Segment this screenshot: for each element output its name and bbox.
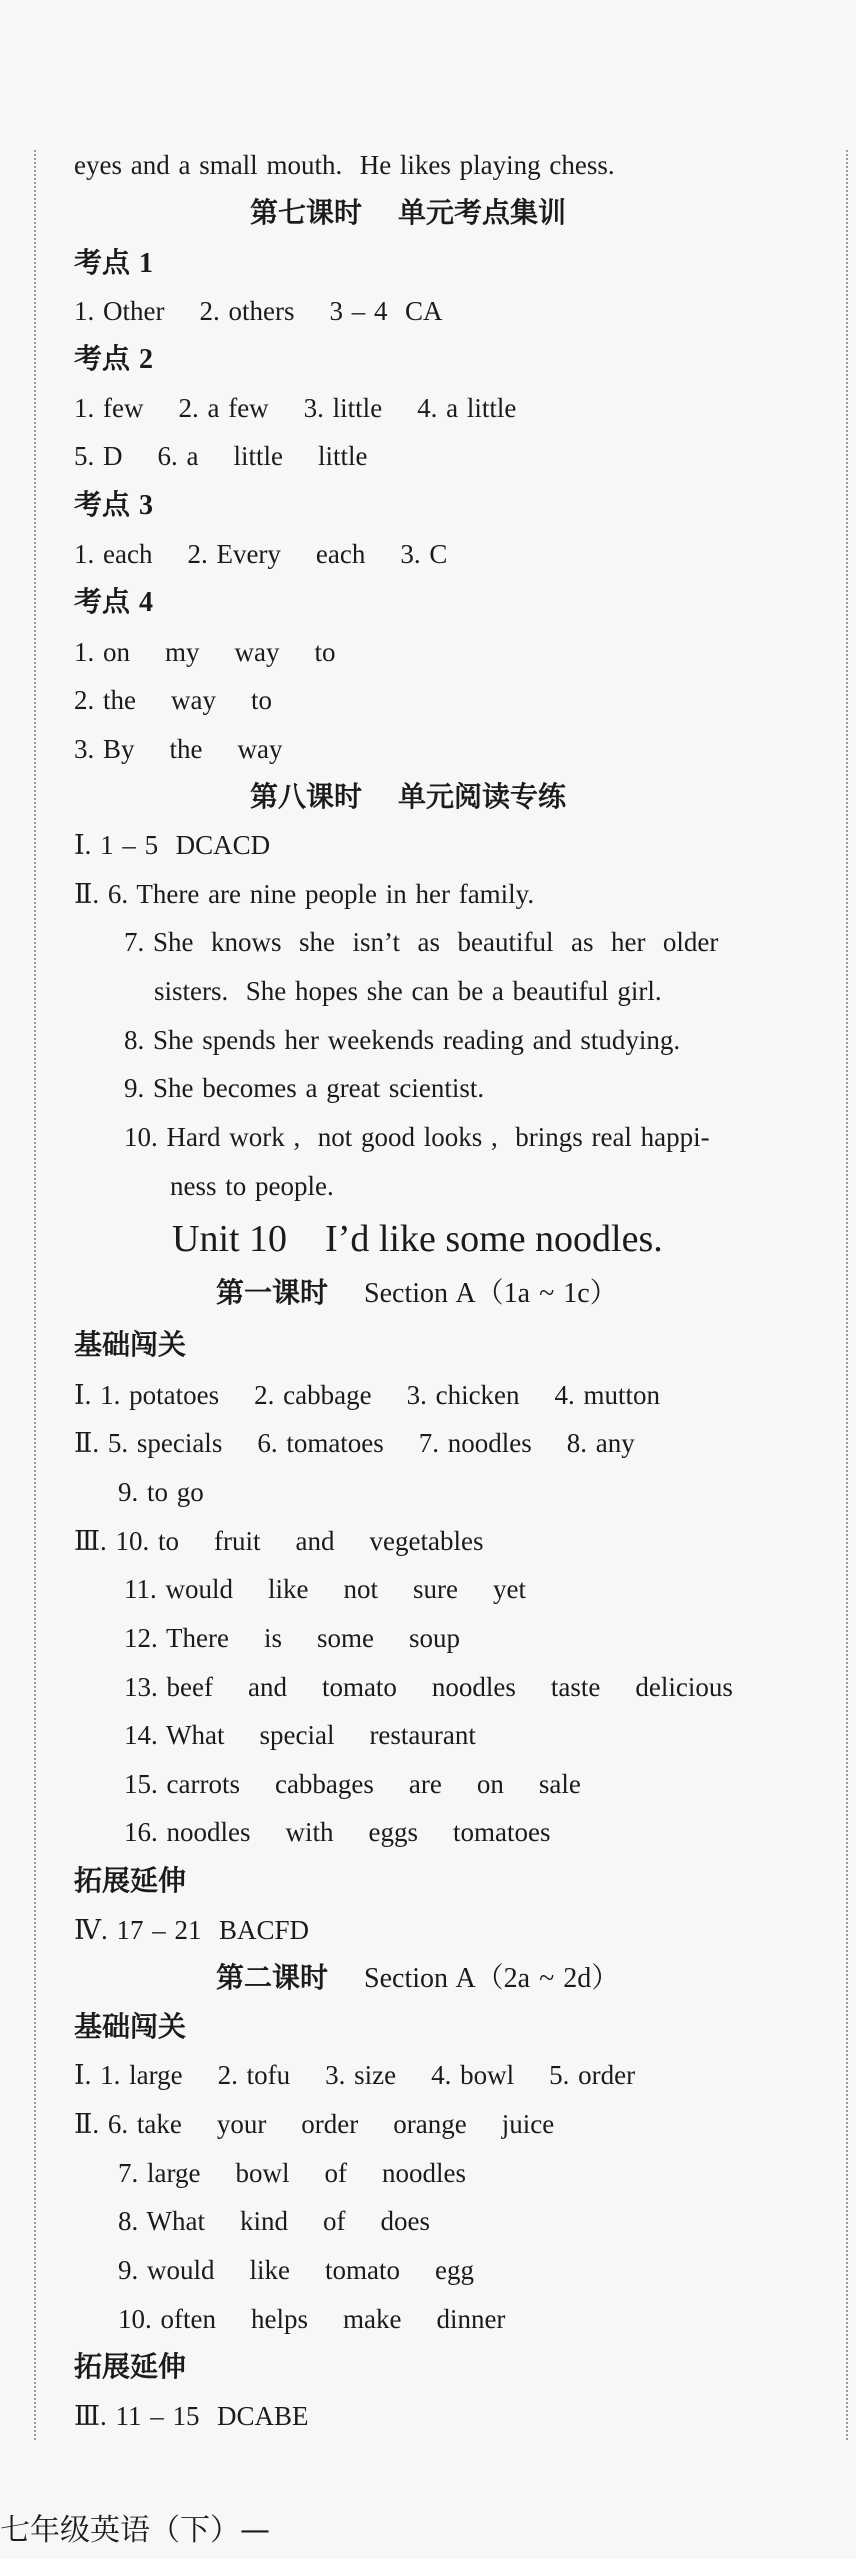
lesson-1-heading bbox=[216, 1280, 618, 1308]
answer-line: sisters. She hopes she can be a beautiful girl. bbox=[154, 976, 662, 1006]
answer-line: 16. noodles with eggs tomatoes bbox=[124, 1817, 551, 1847]
answer-line: 11. would like not sure yet bbox=[124, 1574, 526, 1604]
answer-line: 3. By the way bbox=[74, 734, 283, 764]
exam-point-1-heading: 考点 1 bbox=[74, 248, 154, 279]
answer-line: 1. Other 2. others 3 – 4 CA bbox=[74, 296, 443, 326]
lesson-2-section: Section A（2a ~ 2d） bbox=[364, 1963, 620, 1994]
answer-line: 9. She becomes a great scientist. bbox=[124, 1073, 485, 1103]
answer-line: Ⅱ. 6. take your order orange juice bbox=[74, 2109, 555, 2139]
answer-line: 12. There is some soup bbox=[124, 1623, 460, 1653]
answer-line: ness to people. bbox=[170, 1171, 334, 1201]
lesson-2-heading bbox=[216, 1965, 619, 1993]
answer-line: 1. few 2. a few 3. little 4. a little bbox=[74, 393, 517, 423]
lesson-1-section: Section A（1a ~ 1c） bbox=[364, 1278, 618, 1309]
page-footer: 七年级英语（下）— bbox=[0, 2513, 270, 2548]
answer-line: 10. often helps make dinner bbox=[118, 2304, 506, 2334]
answer-line: Ⅰ. 1. large 2. tofu 3. size 4. bowl 5. order bbox=[74, 2060, 636, 2090]
extension-section-heading: 拓展延伸 bbox=[74, 1866, 187, 1897]
answer-line: 9. would like tomato egg bbox=[118, 2255, 474, 2285]
right-dotted-rule bbox=[846, 150, 848, 2440]
answer-line: 15. carrots cabbages are on sale bbox=[124, 1769, 581, 1799]
lesson-7-heading: 第七课时 单元考点集训 bbox=[250, 198, 567, 229]
unit-title: Unit 10 I’d like some noodles. bbox=[172, 1218, 663, 1260]
answer-line: 1. each 2. Every each 3. C bbox=[74, 539, 448, 569]
answer-line: 2. the way to bbox=[74, 685, 272, 715]
answer-line: 8. She spends her weekends reading and studying. bbox=[124, 1025, 681, 1055]
answer-line: 10. Hard work , not good looks , brings real happi- bbox=[124, 1122, 710, 1152]
lesson-8-heading: 第八课时 单元阅读专练 bbox=[250, 782, 567, 813]
answer-line: 7. large bowl of noodles bbox=[118, 2158, 466, 2188]
answer-line: Ⅱ. 5. specials 6. tomatoes 7. noodles 8. any bbox=[74, 1428, 635, 1458]
answer-line: Ⅰ. 1. potatoes 2. cabbage 3. chicken 4. mutton bbox=[74, 1380, 661, 1410]
answer-line: Ⅲ. 10. to fruit and vegetables bbox=[74, 1526, 484, 1556]
answer-line: 5. D 6. a little little bbox=[74, 441, 368, 471]
answer-line: 9. to go bbox=[118, 1477, 204, 1507]
answer-line: Ⅲ. 11 – 15 DCABE bbox=[74, 2401, 309, 2431]
answer-line: Ⅰ. 1 – 5 DCACD bbox=[74, 830, 271, 860]
answer-line: 14. What special restaurant bbox=[124, 1720, 476, 1750]
left-dotted-rule bbox=[34, 150, 36, 2440]
lesson-2-label: 第二课时 bbox=[216, 1963, 329, 1994]
exam-point-3-heading: 考点 3 bbox=[74, 490, 154, 521]
answer-line: 13. beef and tomato noodles taste delicious bbox=[124, 1672, 733, 1702]
answer-line: Ⅱ. 6. There are nine people in her family. bbox=[74, 879, 535, 909]
exam-point-4-heading: 考点 4 bbox=[74, 587, 154, 618]
answer-line: 7. She knows she isn’t as beautiful as her older bbox=[124, 927, 719, 957]
basic-section-heading: 基础闯关 bbox=[74, 1330, 187, 1361]
answer-line: 8. What kind of does bbox=[118, 2206, 430, 2236]
lesson-1-label: 第一课时 bbox=[216, 1278, 329, 1309]
exam-point-2-heading: 考点 2 bbox=[74, 344, 154, 375]
answer-line: Ⅳ. 17 – 21 BACFD bbox=[74, 1915, 310, 1945]
extension-section-heading: 拓展延伸 bbox=[74, 2352, 187, 2383]
answer-line: 1. on my way to bbox=[74, 637, 336, 667]
basic-section-heading: 基础闯关 bbox=[74, 2012, 187, 2043]
answer-line: eyes and a small mouth. He likes playing chess. bbox=[74, 150, 615, 180]
